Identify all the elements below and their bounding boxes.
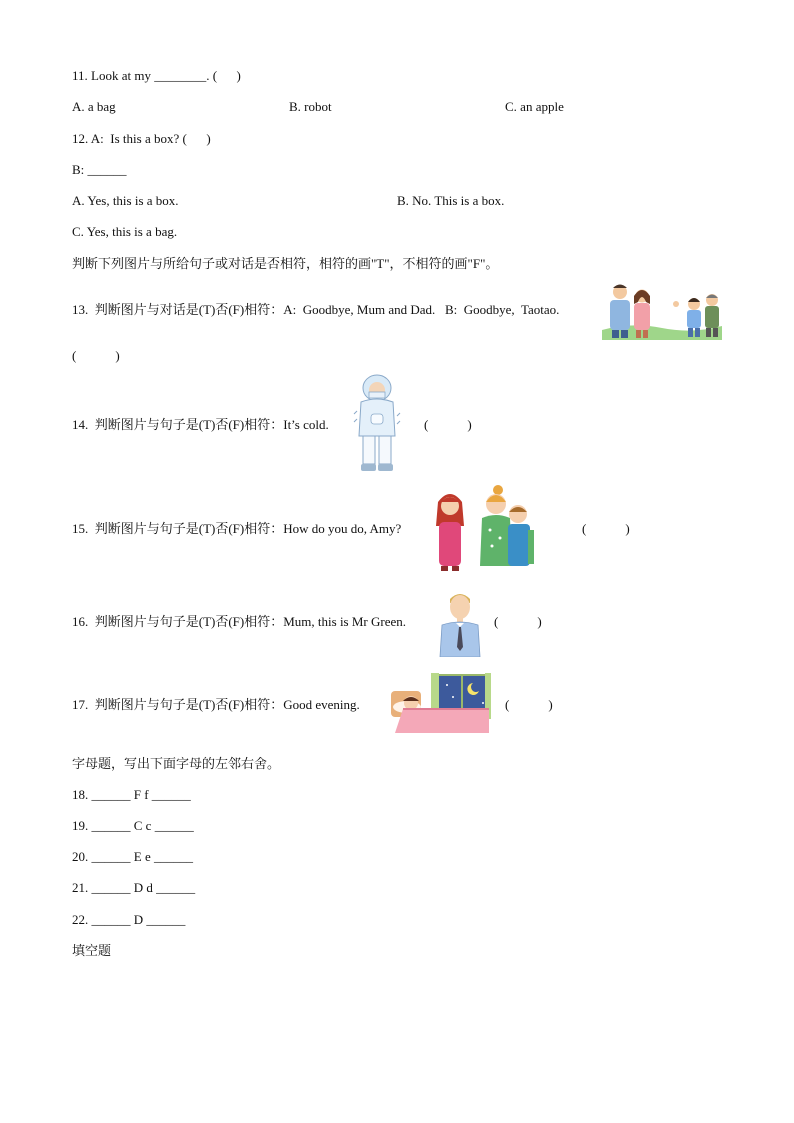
- letter-item: 18. ______ F f ______: [72, 787, 191, 802]
- q12-option-b: B. No. This is a box.: [397, 193, 505, 208]
- q15-text: 15. 判断图片与句子是(T)否(F)相符：How do you do, Amy?: [72, 521, 402, 536]
- q12-stem: 12. A: Is this a box? ( ): [72, 131, 211, 146]
- section-letters-heading: 字母题，写出下面字母的左邻右舍。: [72, 756, 281, 771]
- q12-option-c: C. Yes, this is a bag.: [72, 224, 178, 239]
- q11-stem: 11. Look at my ________. ( ): [72, 68, 241, 83]
- q11-option-c: C. an apple: [505, 99, 564, 114]
- q12-b-line: B: ______: [72, 162, 127, 177]
- section-fill-heading: 填空题: [72, 943, 112, 958]
- q13-text: 13. 判断图片与对话是(T)否(F)相符：A: Goodbye, Mum and Dad. B: Goodbye, Taotao.: [72, 302, 560, 317]
- letter-item: 22. ______ D ______: [72, 912, 186, 927]
- q17-answer-paren[interactable]: ( ): [505, 697, 553, 712]
- q15-answer-paren[interactable]: ( ): [582, 521, 630, 536]
- q11-option-b: B. robot: [289, 99, 332, 114]
- q16-man-illustration: [438, 589, 482, 657]
- letter-item: 21. ______ D d ______: [72, 880, 196, 895]
- q17-text: 17. 判断图片与句子是(T)否(F)相符：Good evening.: [72, 697, 360, 712]
- q13-answer-paren[interactable]: ( ): [72, 348, 120, 363]
- letter-item: 19. ______ C c ______: [72, 818, 194, 833]
- section-judge-heading: 判断下列图片与所给句子或对话是否相符，相符的画"T"，不相符的画"F"。: [72, 256, 499, 271]
- q12-option-a: A. Yes, this is a box.: [72, 193, 179, 208]
- q13-family-illustration: [602, 280, 722, 340]
- q17-night-bed-illustration: [389, 673, 491, 735]
- q15-children-illustration: [430, 484, 536, 572]
- letter-item: 20. ______ E e ______: [72, 849, 193, 864]
- q16-text: 16. 判断图片与句子是(T)否(F)相符：Mum, this is Mr Green.: [72, 614, 407, 629]
- q16-answer-paren[interactable]: ( ): [494, 614, 542, 629]
- q14-text: 14. 判断图片与句子是(T)否(F)相符：It’s cold.: [72, 417, 329, 432]
- q14-cold-child-illustration: [351, 374, 403, 474]
- q11-option-a: A. a bag: [72, 99, 116, 114]
- q14-answer-paren[interactable]: ( ): [424, 417, 472, 432]
